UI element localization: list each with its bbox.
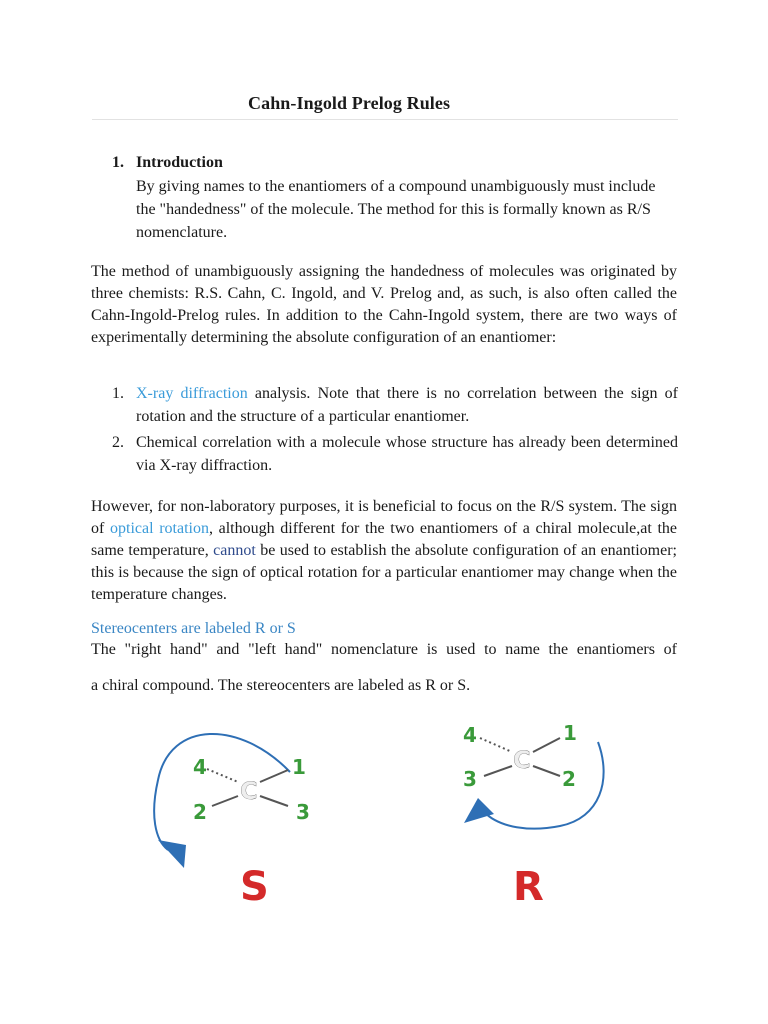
s-rotation-arrow	[154, 734, 290, 850]
methods-list-item-2	[112, 431, 678, 477]
methods-list-item-1	[112, 382, 678, 428]
s-bond-3	[260, 796, 288, 806]
page-title: Cahn-Ingold Prelog Rules	[248, 93, 451, 113]
title-divider	[92, 119, 678, 120]
r-bond-3	[484, 766, 512, 776]
r-center-atom: C	[513, 746, 531, 774]
list-item	[112, 382, 678, 428]
s-priority-3: 3	[296, 800, 310, 824]
s-priority-1: 1	[292, 755, 306, 779]
nomenclature-line-2: a chiral compound. The stereocenters are labeled as R or S.	[91, 677, 471, 694]
list-item-number: 2.	[112, 434, 124, 451]
xray-diffraction-link[interactable]: X-ray diffraction	[136, 385, 248, 402]
s-priority-2: 2	[193, 800, 207, 824]
list-item-text: Chemical correlation with a molecule whose structure has already been determined via X-ray diffraction.	[136, 434, 678, 474]
r-label: R	[513, 864, 544, 910]
r-arrowhead-icon	[464, 798, 494, 823]
list-item-text: analysis. Note that there is no correlation between the sign of rotation and the structure of a particular enantiomer.	[136, 385, 679, 425]
s-dashed-bond	[207, 769, 238, 782]
r-dashed-bond	[480, 738, 512, 752]
list-item	[112, 431, 678, 477]
body-paragraph-2	[91, 496, 677, 606]
paragraph-text: be used to establish the absolute configuration of an enantiomer; this is because the sign of optical rotation for a particular enantiomer may change when the temperature changes.	[91, 542, 677, 603]
rs-configuration-figure	[0, 700, 768, 930]
r-rotation-arrow	[484, 742, 604, 829]
r-bond-1	[533, 738, 560, 752]
paragraph-text: , although different for the two enantiomers of a chiral molecule,at the same temperature,	[91, 520, 678, 559]
intro-paragraph: By giving names to the enantiomers of a compound unambiguously must include the "handedness" of the molecule. The method for this is formally known as R/S nomenclature.	[136, 178, 656, 241]
nomenclature-line-1: The "right hand" and "left hand" nomenclature is used to name the enantiomers of	[91, 641, 677, 658]
s-configuration-diagram	[154, 734, 310, 910]
s-arrowhead-icon	[158, 840, 186, 868]
list-item-number: 1.	[112, 385, 124, 402]
s-label: S	[240, 864, 269, 910]
body-paragraph-1: The method of unambiguously assigning the handedness of molecules was originated by three chemists: R.S. Cahn, C. Ingold, and V. Prelog and, as such, is also often called the Cahn-Ingold-Prelog rules. In addition to the Cahn-Ingold system, there are two ways of experimentally determining the absolute configuration of an enantiomer:	[91, 263, 677, 346]
s-bond-2	[212, 796, 238, 806]
stereocenters-subheading: Stereocenters are labeled R or S	[91, 620, 296, 637]
section-heading	[112, 151, 223, 174]
paragraph-text: However, for non-laboratory purposes, it is beneficial to focus on the R/S system. The sign of	[91, 498, 677, 537]
s-center-atom: C	[240, 777, 258, 805]
section-number: 1.	[112, 154, 124, 171]
r-configuration-diagram	[463, 721, 604, 910]
optical-rotation-link[interactable]: optical rotation	[110, 520, 209, 537]
s-priority-4: 4	[193, 755, 207, 779]
r-priority-1: 1	[563, 721, 577, 745]
s-bond-1	[260, 770, 288, 782]
r-bond-2	[533, 766, 560, 776]
cannot-link[interactable]: cannot	[213, 542, 256, 559]
r-priority-4: 4	[463, 723, 477, 747]
r-priority-3: 3	[463, 767, 477, 791]
section-title: Introduction	[136, 154, 223, 171]
r-priority-2: 2	[562, 767, 576, 791]
